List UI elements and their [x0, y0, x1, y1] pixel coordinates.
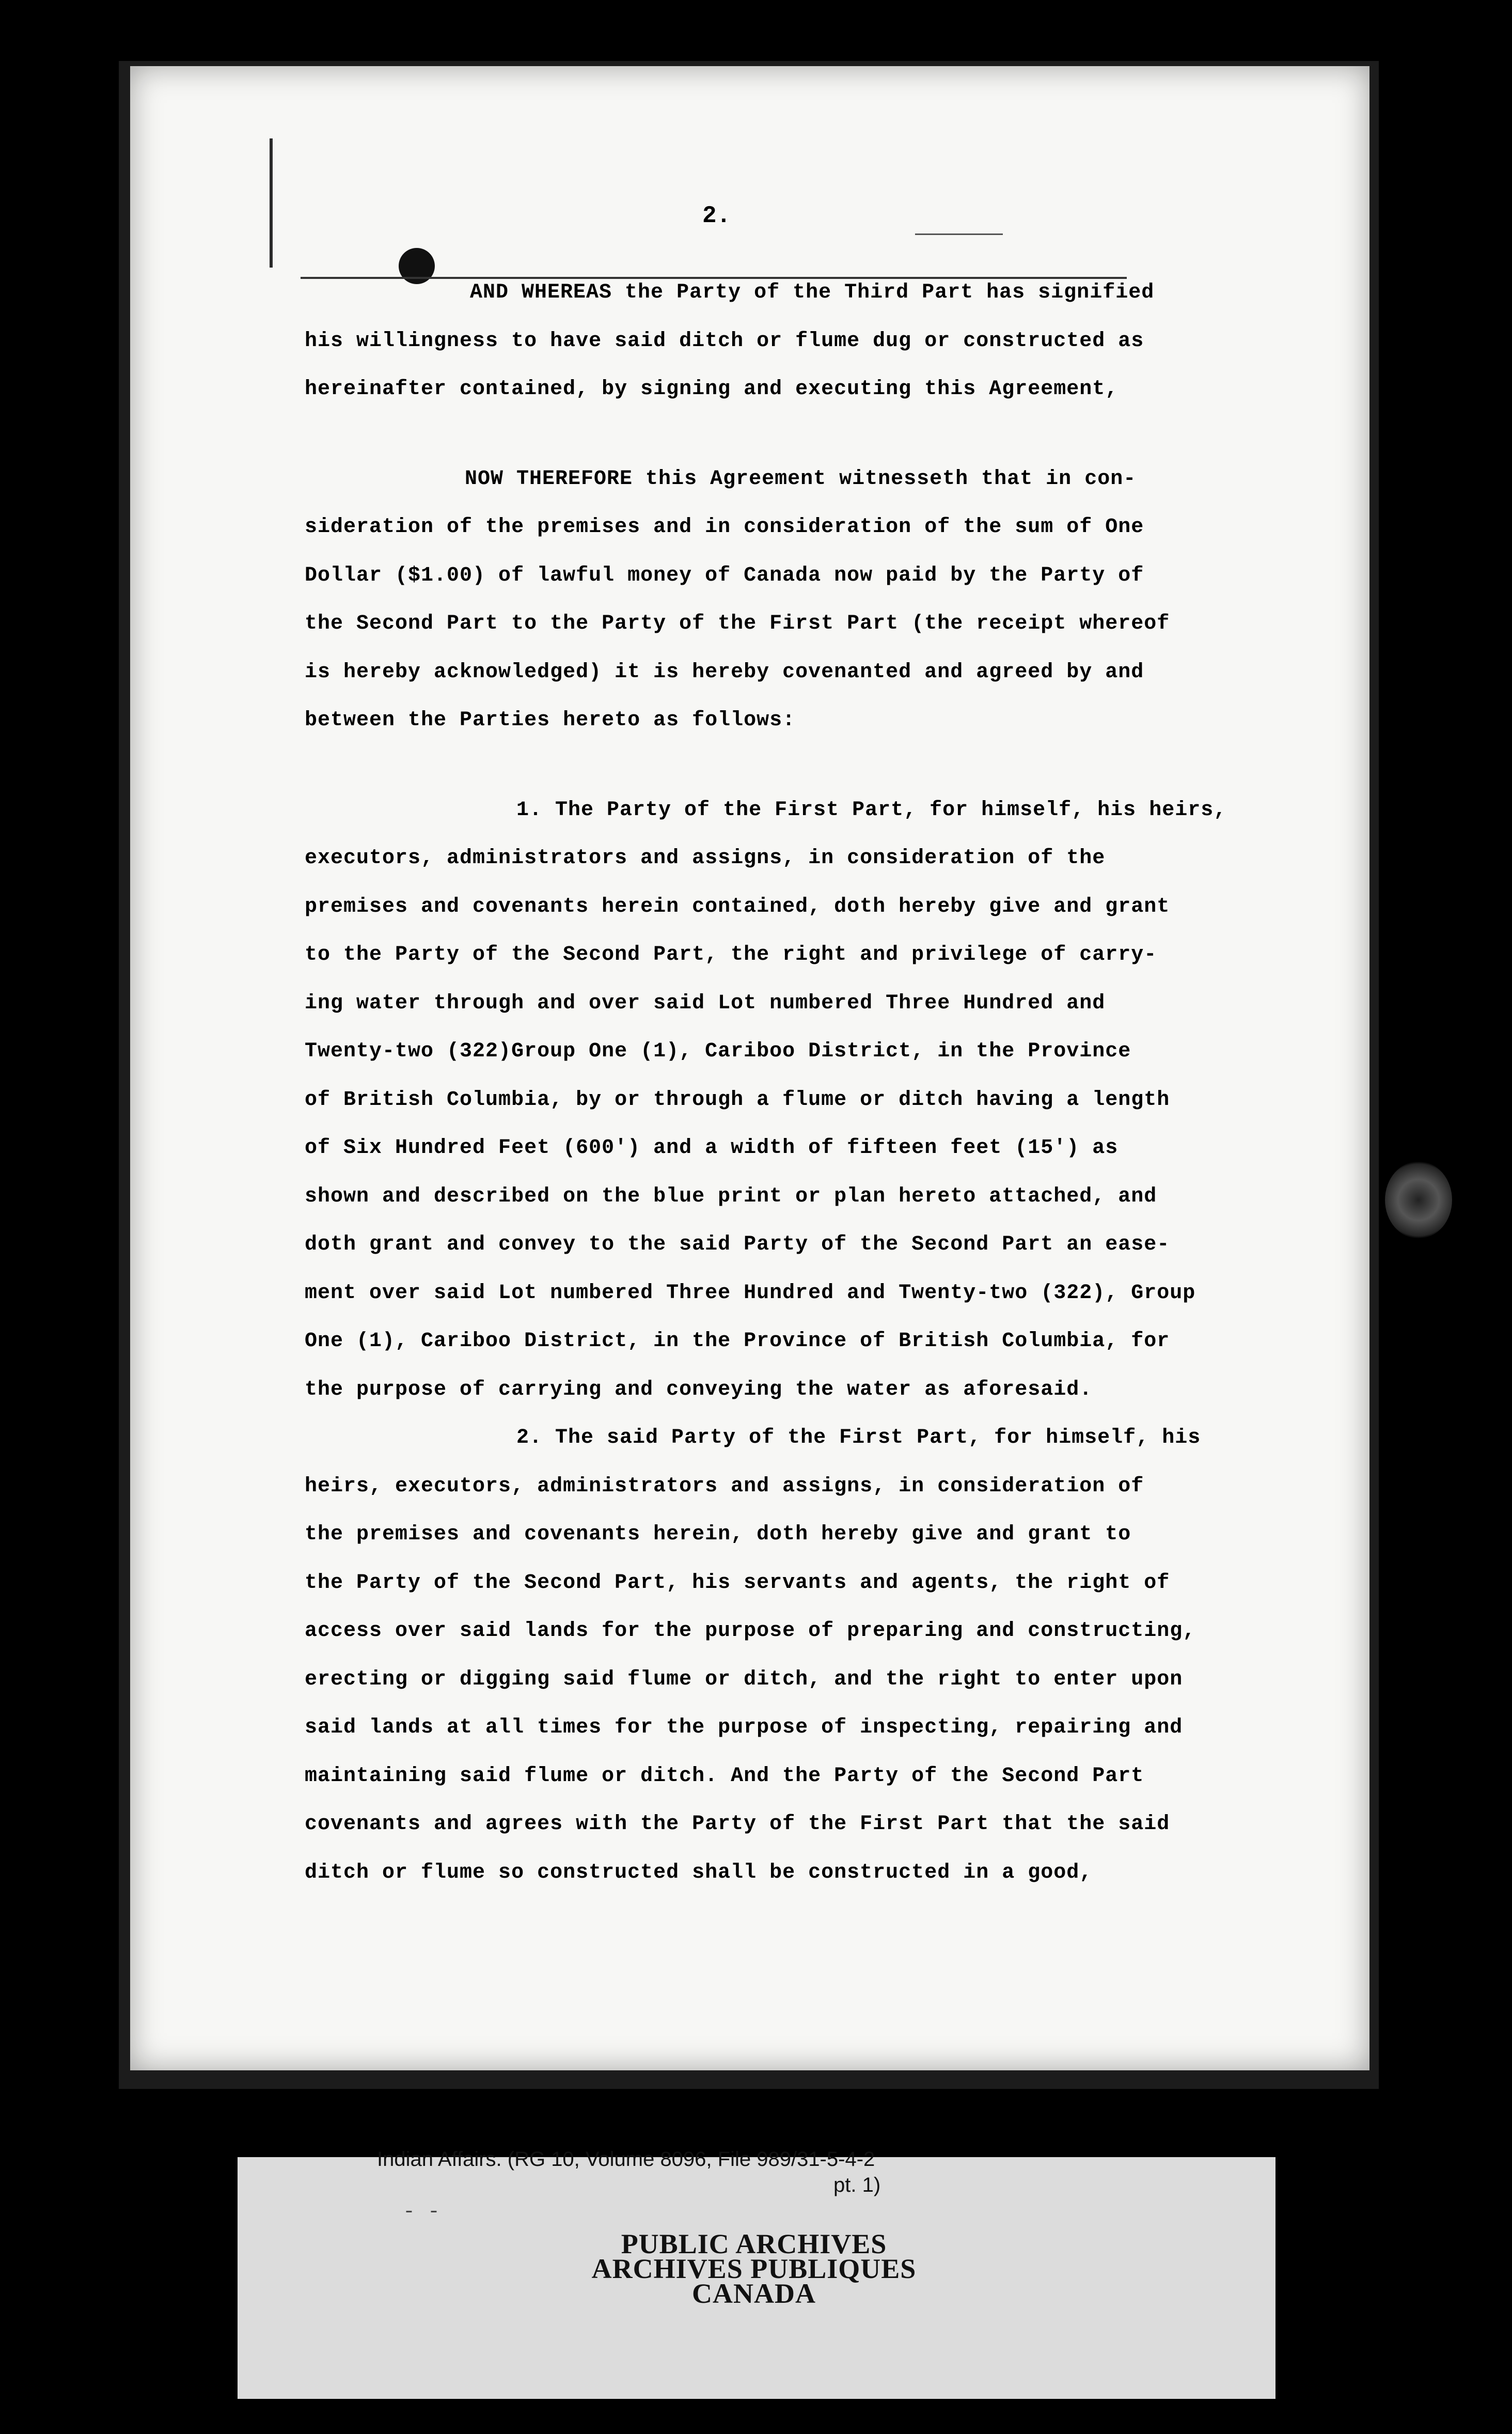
header-dash	[915, 233, 1003, 235]
page-number: 2.	[702, 202, 731, 229]
text-line: executors, administrators and assigns, in consideration of the	[305, 847, 1106, 870]
text-line: AND WHEREAS the Party of the Third Part has signified	[470, 281, 1155, 304]
text-line: hereinafter contained, by signing and executing this Agreement,	[305, 378, 1119, 401]
text-line: Twenty-two (322)Group One (1), Cariboo District, in the Province	[305, 1040, 1131, 1063]
text-line: NOW THEREFORE this Agreement witnesseth that in con-	[465, 467, 1137, 491]
text-line: between the Parties hereto as follows:	[305, 709, 796, 732]
text-line: premises and covenants herein contained, doth hereby give and grant	[305, 895, 1170, 918]
text-line: the purpose of carrying and conveying the water as aforesaid.	[305, 1378, 1093, 1401]
text-line: said lands at all times for the purpose of inspecting, repairing and	[305, 1716, 1183, 1739]
stamp-line: ARCHIVES PUBLIQUES	[591, 2253, 917, 2284]
archive-reference-part: pt. 1)	[833, 2174, 881, 2196]
text-line: heirs, executors, administrators and assigns, in consideration of	[305, 1474, 1144, 1498]
text-line: is hereby acknowledged) it is hereby covenanted and agreed by and	[305, 660, 1144, 684]
text-line: the premises and covenants herein, doth hereby give and grant to	[305, 1523, 1131, 1546]
text-line: ditch or flume so constructed shall be constructed in a good,	[305, 1861, 1093, 1884]
text-line: the Second Part to the Party of the First Part (the receipt whereof	[305, 612, 1170, 635]
stamp-line: CANADA	[692, 2278, 816, 2309]
page-edge-damage	[270, 138, 319, 268]
text-line: shown and described on the blue print or plan hereto attached, and	[305, 1184, 1157, 1208]
agreement-body	[305, 269, 1286, 1897]
text-line: 2. The said Party of the First Part, for himself, his	[516, 1426, 1201, 1449]
text-line: doth grant and convey to the said Party of the Second Part an ease-	[305, 1233, 1170, 1256]
text-line: of British Columbia, by or through a flume or ditch having a length	[305, 1088, 1170, 1112]
text-line: One (1), Cariboo District, in the Province of British Columbia, for	[305, 1330, 1170, 1353]
text-line: of Six Hundred Feet (600') and a width of fifteen feet (15') as	[305, 1136, 1119, 1160]
public-archives-stamp	[558, 2228, 950, 2309]
text-line: his willingness to have said ditch or flume dug or constructed as	[305, 329, 1144, 353]
text-line: sideration of the premises and in consideration of the sum of One	[305, 516, 1144, 539]
text-line: access over said lands for the purpose of preparing and constructing,	[305, 1619, 1196, 1643]
text-line: 1. The Party of the First Part, for himself, his heirs,	[516, 798, 1227, 822]
stamp-line: PUBLIC ARCHIVES	[621, 2228, 887, 2259]
text-line: to the Party of the Second Part, the right and privilege of carry-	[305, 943, 1157, 966]
text-line: Dollar ($1.00) of lawful money of Canada now paid by the Party of	[305, 564, 1144, 587]
label-dash-mark: - -	[403, 2201, 440, 2224]
stain-mark	[1385, 1161, 1452, 1239]
text-line: ing water through and over said Lot numbered Three Hundred and	[305, 991, 1106, 1015]
archive-reference: Indian Affairs. (RG 10, Volume 8096, File 989/31-5-4-2	[377, 2148, 875, 2171]
text-line: covenants and agrees with the Party of the First Part that the said	[305, 1813, 1170, 1836]
text-line: erecting or digging said flume or ditch, and the right to enter upon	[305, 1667, 1183, 1691]
paragraph-gap	[305, 745, 1286, 786]
text-line: ment over said Lot numbered Three Hundred and Twenty-two (322), Group	[305, 1281, 1196, 1305]
text-line: the Party of the Second Part, his servants and agents, the right of	[305, 1571, 1170, 1595]
text-line: maintaining said flume or ditch. And the Party of the Second Part	[305, 1764, 1144, 1788]
paragraph-gap	[305, 414, 1286, 455]
